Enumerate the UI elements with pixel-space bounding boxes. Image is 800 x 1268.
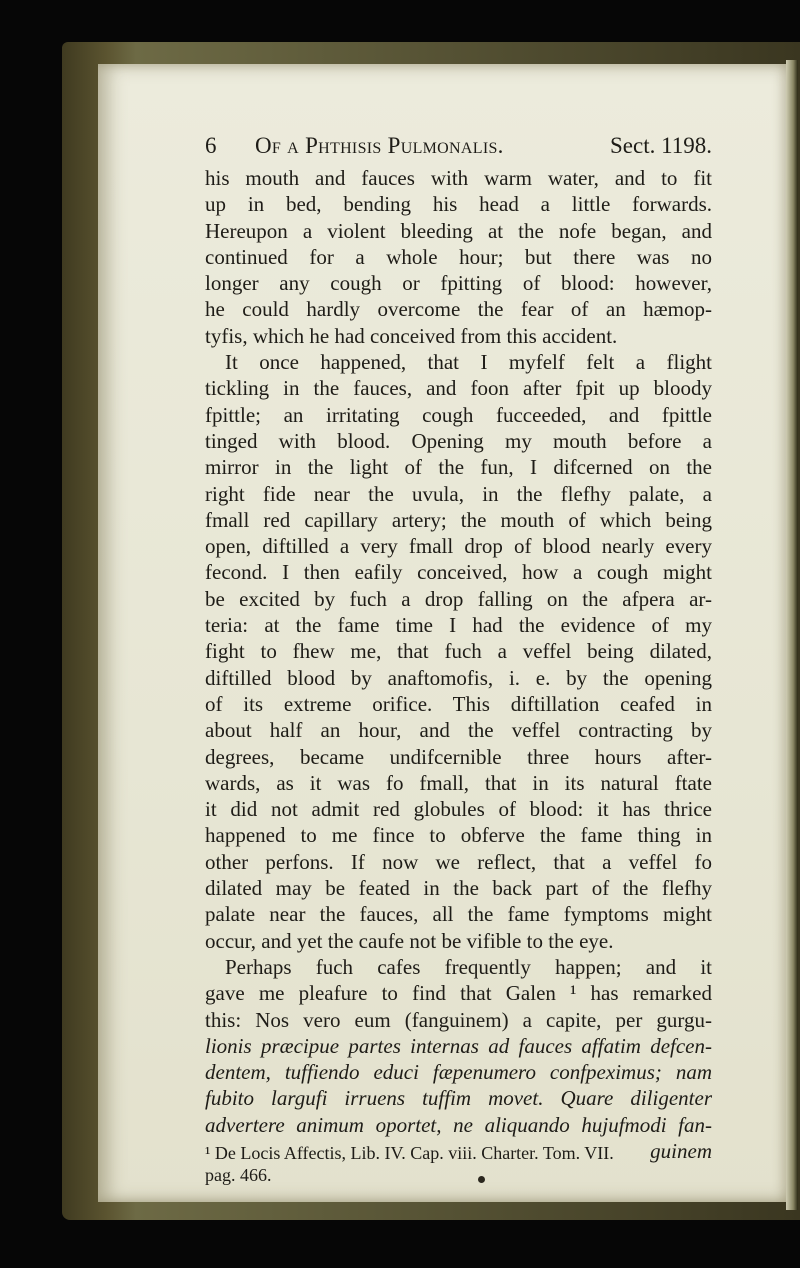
text-line: teria: at the fame time I had the evidence of my bbox=[205, 613, 712, 638]
text-line: fecond. I then eafily conceived, how a cough might bbox=[205, 560, 712, 585]
text-line: it did not admit red globules of blood: it has thrice bbox=[205, 797, 712, 822]
text-line: open, diftilled a very fmall drop of blood nearly every bbox=[205, 534, 712, 559]
text-line: lionis præcipue partes internas ad fauces affatim defcen- bbox=[205, 1033, 712, 1058]
text-line: fight to fhew me, that fuch a veffel being dilated, bbox=[205, 639, 712, 664]
running-head bbox=[205, 133, 712, 165]
text-line: mirror in the light of the fun, I difcerned on the bbox=[205, 455, 712, 480]
text-line: occur, and yet the caufe not be vifible to the eye. bbox=[205, 928, 614, 953]
text-line: up in bed, bending his head a little forwards. bbox=[205, 192, 712, 217]
text-line: palate near the fauces, all the fame fymptoms might bbox=[205, 902, 712, 927]
text-line: happened to me fince to obferve the fame thing in bbox=[205, 823, 712, 848]
text-line: gave me pleafure to find that Galen ¹ has remarked bbox=[205, 981, 712, 1006]
text-line: Hereupon a violent bleeding at the nofe began, and bbox=[205, 218, 712, 243]
text-line: other perfons. If now we reflect, that a veffel fo bbox=[205, 849, 712, 874]
text-line: dilated may be feated in the back part of the flefhy bbox=[205, 876, 712, 901]
text-line: longer any cough or fpitting of blood: however, bbox=[205, 271, 712, 296]
running-title: Of a Phthisis Pulmonalis. bbox=[255, 133, 504, 158]
section-number: Sect. 1198. bbox=[610, 133, 712, 158]
text-line: fpittle; an irritating cough fucceeded, and fpittle bbox=[205, 402, 712, 427]
text-line: about half an hour, and the veffel contracting by bbox=[205, 718, 712, 743]
signature-dot bbox=[478, 1176, 485, 1183]
body-text bbox=[205, 165, 712, 1164]
text-line: be excited by fuch a drop falling on the afpera ar- bbox=[205, 586, 712, 611]
text-line: guinem bbox=[650, 1138, 712, 1163]
text-line: degrees, became undifcernible three hours after- bbox=[205, 744, 712, 769]
text-line: right fide near the uvula, in the flefhy palate, a bbox=[205, 481, 712, 506]
text-line: fmall red capillary artery; the mouth of which being bbox=[205, 507, 712, 532]
text-line: his mouth and fauces with warm water, and to fit bbox=[205, 166, 712, 190]
text-line: wards, as it was fo fmall, that in its natural ftate bbox=[205, 770, 712, 795]
footnote bbox=[205, 1142, 712, 1186]
text-line: fubito largufi irruens tuffim movet. Quare diligenter bbox=[205, 1086, 712, 1111]
page-edge bbox=[786, 60, 798, 1210]
text-line: Perhaps fuch cafes frequently happen; and it bbox=[225, 954, 712, 979]
footnote-line: ¹ De Locis Affectis, Lib. IV. Cap. viii. Charter. Tom. VII. bbox=[205, 1143, 614, 1163]
text-line: this: Nos vero eum (fanguinem) a capite, per gurgu- bbox=[205, 1007, 712, 1032]
text-line: he could hardly overcome the fear of an hæmop- bbox=[205, 297, 712, 322]
text-line: It once happened, that I myfelf felt a flight bbox=[225, 350, 712, 375]
text-line: tinged with blood. Opening my mouth before a bbox=[205, 428, 712, 453]
page-number: 6 bbox=[205, 133, 217, 158]
text-line: diftilled blood by anaftomofis, i. e. by the opening bbox=[205, 665, 712, 690]
text-line: advertere animum oportet, ne aliquando hujufmodi fan- bbox=[205, 1112, 712, 1137]
text-line: dentem, tuffiendo educi fæpenumero confpeximus; nam bbox=[205, 1060, 712, 1085]
text-line: of its extreme orifice. This diftillation ceafed in bbox=[205, 691, 712, 716]
footnote-line: pag. 466. bbox=[205, 1165, 272, 1185]
text-line: continued for a whole hour; but there was no bbox=[205, 244, 712, 269]
text-line: tickling in the fauces, and foon after fpit up bloody bbox=[205, 376, 712, 401]
text-line: tyfis, which he had conceived from this accident. bbox=[205, 323, 618, 348]
